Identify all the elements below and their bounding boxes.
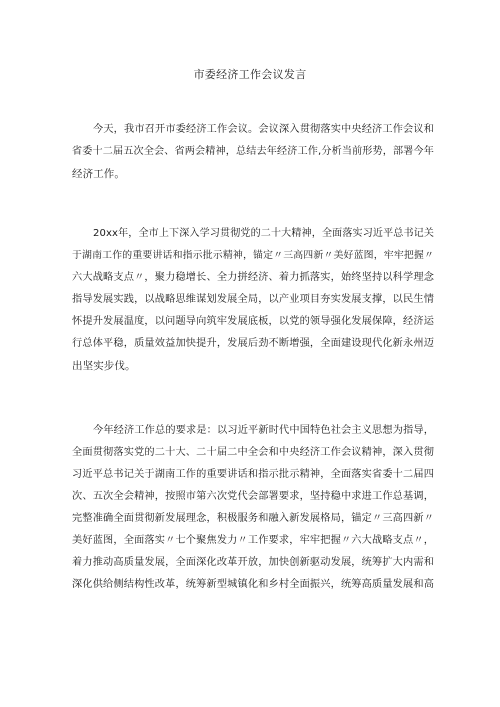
text-line: 出坚实步伐。 bbox=[72, 360, 136, 372]
text-line: 全面贯彻落实党的二十大、二十届二中全会和中央经济工作会议精神，深入贯彻 bbox=[72, 447, 434, 458]
paragraph-intro bbox=[72, 119, 434, 185]
text-line: 今年经济工作总的要求是：以习近平新时代中国特色社会主义思想为指导， bbox=[93, 425, 434, 436]
text-line: 20xx年，全市上下深入学习贯彻党的二十大精神，全面落实习近平总书记关 bbox=[93, 228, 434, 239]
document-title: 市委经济工作会议发言 bbox=[193, 68, 307, 81]
text-line: 行总体平稳，质量效益加快提升，发展后劲不断增强，全面建设现代化新永州迈 bbox=[72, 338, 434, 349]
text-line: 着力推动高质量发展，全面深化改革开放，加快创新驱动发展，统筹扩大内需和 bbox=[72, 557, 434, 568]
text-line: 六大战略支点〃，聚力稳增长、全力拼经济、着力抓落实，始终坚持以科学理念 bbox=[72, 272, 434, 283]
text-line: 美好蓝图，全面落实〃七个聚焦发力〃工作要求，牢牢把握〃六大战略支点〃， bbox=[72, 535, 434, 546]
text-line: 完整准确全面贯彻新发展理念，积极服务和融入新发展格局，锚定〃三高四新〃 bbox=[72, 513, 434, 524]
text-line: 今天，我市召开市委经济工作会议。会议深入贯彻落实中央经济工作会议和 bbox=[93, 124, 434, 135]
paragraph-review bbox=[72, 223, 434, 377]
text-line: 省委十二届五次全会、省两会精神，总结去年经济工作,分析当前形势，部署今年 bbox=[72, 146, 434, 157]
paragraph-requirements bbox=[72, 420, 434, 596]
text-line: 习近平总书记关于湖南工作的重要讲话和指示批示精神，全面落实省委十二届四 bbox=[72, 469, 434, 480]
text-line: 经济工作。 bbox=[72, 168, 125, 180]
text-line: 次、五次全会精神，按照市第六次党代会部署要求，坚持稳中求进工作总基调， bbox=[72, 491, 434, 502]
text-line: 于湖南工作的重要讲话和指示批示精神，锚定〃三高四新〃美好蓝图，牢牢把握〃 bbox=[72, 250, 434, 261]
text-line: 怀提升发展温度，以问题导向筑牢发展底板，以党的领导强化发展保障，经济运 bbox=[72, 316, 434, 327]
text-line: 指导发展实践，以战略思维谋划发展全局，以产业项目夯实发展支撑，以民生情 bbox=[72, 294, 434, 305]
text-line: 深化供给侧结构性改革，统筹新型城镇化和乡村全面振兴，统筹高质量发展和高 bbox=[72, 579, 434, 590]
